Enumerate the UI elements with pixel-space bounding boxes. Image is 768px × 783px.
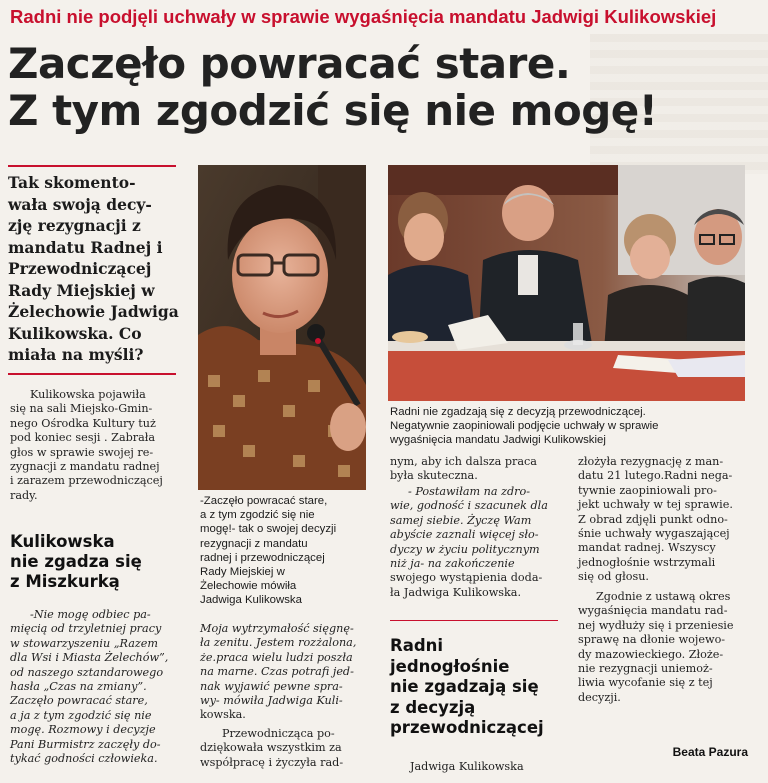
portrait-photo (198, 165, 366, 490)
text-line: nym, aby ich dalsza praca (390, 455, 537, 468)
caption-line: Rady Miejskiej w (200, 566, 285, 579)
text-line: że.praca wielu ludzi poszła (200, 650, 353, 664)
col2-paragraph (200, 727, 370, 770)
text-line: współpracę i życzyła rad- (200, 755, 344, 769)
subhead-kulikowska (10, 532, 176, 592)
text-line: nie rezygnacji uniemoż- (578, 662, 713, 676)
caption-line: a z tym zgodzić się nie (200, 509, 315, 522)
headline-line-2: Z tym zgodzić się nie mogę! (8, 86, 658, 135)
subhead-line: Radni (390, 636, 444, 655)
caption-line: Negatywnie zaopiniowali podjęcie uchwały w sprawie (390, 420, 659, 433)
text-line: liwia wycofanie się z tej (578, 676, 713, 690)
text-line: abyście zaznali więcej sło- (390, 528, 539, 542)
text-line: dy mazowieckiego. Złoże- (578, 647, 724, 661)
col2-italic-quote (200, 622, 370, 723)
text-line: swojego wystąpienia doda- (390, 571, 543, 585)
text-line: złożyła rezygnację z man- (578, 455, 724, 468)
text-line: -Nie mogę odbiec pa- (30, 608, 151, 621)
text-line: datu 21 lutego.Radni nega- (578, 469, 733, 483)
headline (8, 40, 758, 134)
subhead-line: przewodniczącej (390, 718, 544, 737)
text-line: Pani Burmistrz zaczęły do- (10, 737, 161, 751)
text-line: się od głosu. (578, 570, 649, 584)
council-photo-image (388, 165, 745, 401)
text-line: Z obrad zdjęli punkt odno- (578, 512, 728, 526)
caption-line: Radni nie zgadzają się z decyzją przewodniczącej. (390, 406, 646, 418)
text-line: decyzji. (578, 690, 621, 704)
headline-line-1: Zaczęło powracać stare. (8, 39, 571, 88)
kicker: Radni nie podjęli uchwały w sprawie wygaśnięcia mandatu Jadwigi Kulikowskiej (10, 6, 717, 27)
col4-paragraph-1 (578, 455, 750, 585)
text-line: Jadwiga Kulikowska (410, 760, 524, 773)
lead-line: Rady Miejskiej w (8, 280, 155, 300)
council-caption (390, 405, 750, 448)
text-line: mandat radnej. Wszyscy (578, 541, 716, 555)
subhead-line: z Miszkurką (10, 572, 120, 591)
byline: Beata Pazura (672, 745, 748, 759)
text-line: wie, godność i szacunek dla (390, 499, 548, 513)
lead-paragraph (8, 172, 178, 366)
text-line: Moja wytrzymałość sięgnę- (200, 622, 354, 635)
subhead-line: nie zgadza się (10, 552, 142, 571)
text-line: była skuteczna. (390, 469, 478, 483)
text-line: tywnie zaopiniowali pro- (578, 483, 717, 497)
text-line: dyczy w życiu politycznym (390, 542, 540, 556)
text-line: dziękowała wszystkim za (200, 741, 342, 755)
text-line: Kulikowska pojawiła (30, 388, 146, 401)
col1-paragraph-2 (10, 608, 176, 766)
lead-line: Tak skomento- (8, 173, 136, 192)
text-line: wygaśnięcia mandatu rad- (578, 604, 728, 618)
subhead-radni (390, 636, 560, 739)
lead-line: mandatu Radnej i (8, 237, 163, 257)
col3-italic-quote (390, 485, 560, 600)
caption-line: -Zaczęło powracać stare, (200, 495, 328, 507)
text-line: tykać godności człowieka. (10, 752, 158, 766)
text-line: i zarazem przewodniczącej (10, 474, 163, 488)
text-line: nego Ośrodka Kultury tuż (10, 416, 156, 430)
subhead-line: z decyzją (390, 697, 476, 717)
lead-top-rule (8, 165, 176, 167)
text-line: ła zenitu. Jestem rozżalona, (200, 636, 357, 650)
subhead-line: nie zgadzają się (390, 677, 539, 696)
caption-line: radnej i przewodniczącej (200, 551, 325, 564)
lead-line: Żelechowie Jadwiga (8, 302, 179, 321)
caption-line: Jadwiga Kulikowska (200, 594, 302, 607)
text-line: rady. (10, 488, 38, 502)
text-line: nak wyjawić pewne spra- (200, 679, 343, 693)
lead-line: Przewodniczącej (8, 259, 152, 278)
subhead-line: jednogłośnie (390, 656, 510, 676)
caption-line: mogę!- tak o swojej decyzji (200, 523, 337, 536)
text-line: się na sali Miejsko-Gmin- (10, 402, 153, 416)
text-line: Przewodnicząca po- (222, 727, 335, 740)
text-line: kowska. (200, 708, 246, 722)
text-line: jekt uchwały w tej sprawie. (578, 498, 733, 512)
caption-line: Żelechowie mówiła (200, 580, 297, 593)
text-line: Zgodnie z ustawą okres (596, 590, 731, 603)
portrait-photo-image (198, 165, 366, 490)
lead-line: Kulikowska. Co (8, 323, 142, 343)
col1-paragraph-1 (10, 388, 176, 503)
caption-line: wygaśnięcia mandatu Jadwigi Kulikowskiej (390, 434, 606, 447)
text-line: - Postawiłam na zdro- (408, 485, 531, 498)
text-line: głos w sprawie swojej re- (10, 445, 154, 459)
text-line: Zaczęło powracać stare, (10, 694, 148, 708)
text-line: mogę. Rozmowy i decyzje (10, 723, 156, 737)
subhead-line: Kulikowska (10, 532, 115, 551)
text-line: pod koniec sesji . Zabrała (10, 431, 156, 445)
text-line: samej siebie. Życzę Wam (390, 513, 532, 527)
text-line: na marne. Czas potrafi jed- (200, 665, 354, 679)
text-line: w stowarzyszeniu „Razem (10, 636, 158, 650)
text-line: hasła „Czas na zmiany”. (10, 680, 147, 694)
col3-paragraph-1 (390, 455, 560, 484)
text-line: nej wydłuży się i przeniesie (578, 618, 734, 632)
text-line: od naszego sztandarowego (10, 665, 164, 679)
text-line: niż ja- na zakończenie (390, 557, 515, 571)
text-line: dla Wsi i Miasta Żelechów”, (10, 651, 169, 665)
text-line: wy- mówiła Jadwiga Kuli- (200, 694, 343, 708)
text-line: śnie uchwały wygaszającej (578, 527, 730, 541)
lead-line: wała swoją decy- (8, 194, 152, 214)
text-line: ła Jadwiga Kulikowska. (390, 585, 522, 599)
text-line: zygnacji z mandatu radnej (10, 460, 160, 474)
lead-line: zję rezygnacji z (8, 216, 141, 235)
text-line: a ja z tym zgodzić się nie (10, 708, 152, 722)
text-line: mięcią od trzyletniej pracy (10, 622, 162, 636)
lead-bottom-rule (8, 373, 176, 375)
col4-paragraph-2 (578, 590, 750, 705)
subhead2-rule (390, 620, 558, 621)
lead-line: miała na myśli? (8, 345, 144, 364)
caption-line: rezygnacji z mandatu (200, 537, 308, 550)
portrait-caption (200, 494, 370, 608)
text-line: sprawę na dłonie wojewo- (578, 633, 726, 647)
col3-paragraph-2 (410, 760, 560, 774)
council-photo (388, 165, 745, 401)
text-line: jednogłośnie wstrzymali (578, 555, 716, 569)
